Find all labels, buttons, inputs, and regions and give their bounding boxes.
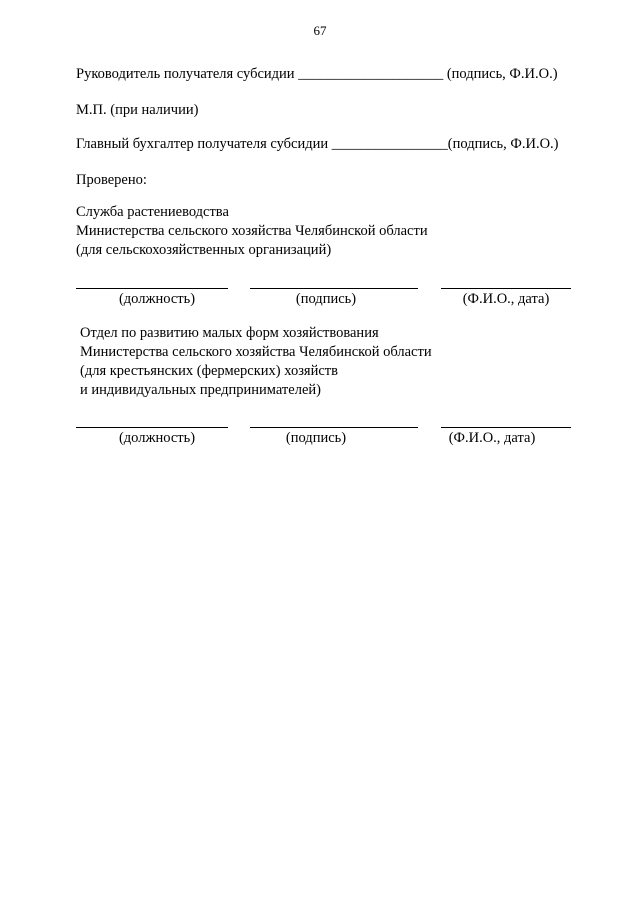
section1-signature-caption: (подпись) (295, 291, 357, 307)
section1-position-rule (76, 288, 228, 289)
section1-name-date-caption: (Ф.И.О., дата) (462, 291, 550, 307)
accountant-signature-line: Главный бухгалтер получателя субсидии ________________(подпись, Ф.И.О.) (76, 136, 559, 152)
section1-position-caption: (должность) (118, 291, 196, 307)
section2-line-4: и индивидуальных предпринимателей) (80, 382, 321, 398)
head-signature-line: Руководитель получателя субсидии ____________________ (подпись, Ф.И.О.) (76, 66, 558, 82)
section2-line-3: (для крестьянских (фермерских) хозяйств (80, 363, 338, 379)
section2-signature-caption: (подпись) (285, 430, 347, 446)
section1-name-date-rule (441, 288, 571, 289)
section2-position-rule (76, 427, 228, 428)
section2-name-date-rule (441, 427, 571, 428)
page-number: 67 (313, 23, 327, 38)
stamp-line: М.П. (при наличии) (76, 102, 199, 118)
section2-name-date-caption: (Ф.И.О., дата) (448, 430, 536, 446)
section1-line-3: (для сельскохозяйственных организаций) (76, 242, 332, 258)
section2-line-1: Отдел по развитию малых форм хозяйствования (80, 325, 379, 341)
section2-department (80, 324, 432, 400)
section1-line-2: Министерства сельского хозяйства Челябинской области (76, 223, 428, 239)
checked-label: Проверено: (76, 172, 147, 188)
section1-department (76, 203, 428, 260)
section2-signature-rule (250, 427, 418, 428)
section1-line-1: Служба растениеводства (76, 204, 229, 220)
section2-position-caption: (должность) (118, 430, 196, 446)
section1-signature-rule (250, 288, 418, 289)
section2-line-2: Министерства сельского хозяйства Челябинской области (80, 344, 432, 360)
